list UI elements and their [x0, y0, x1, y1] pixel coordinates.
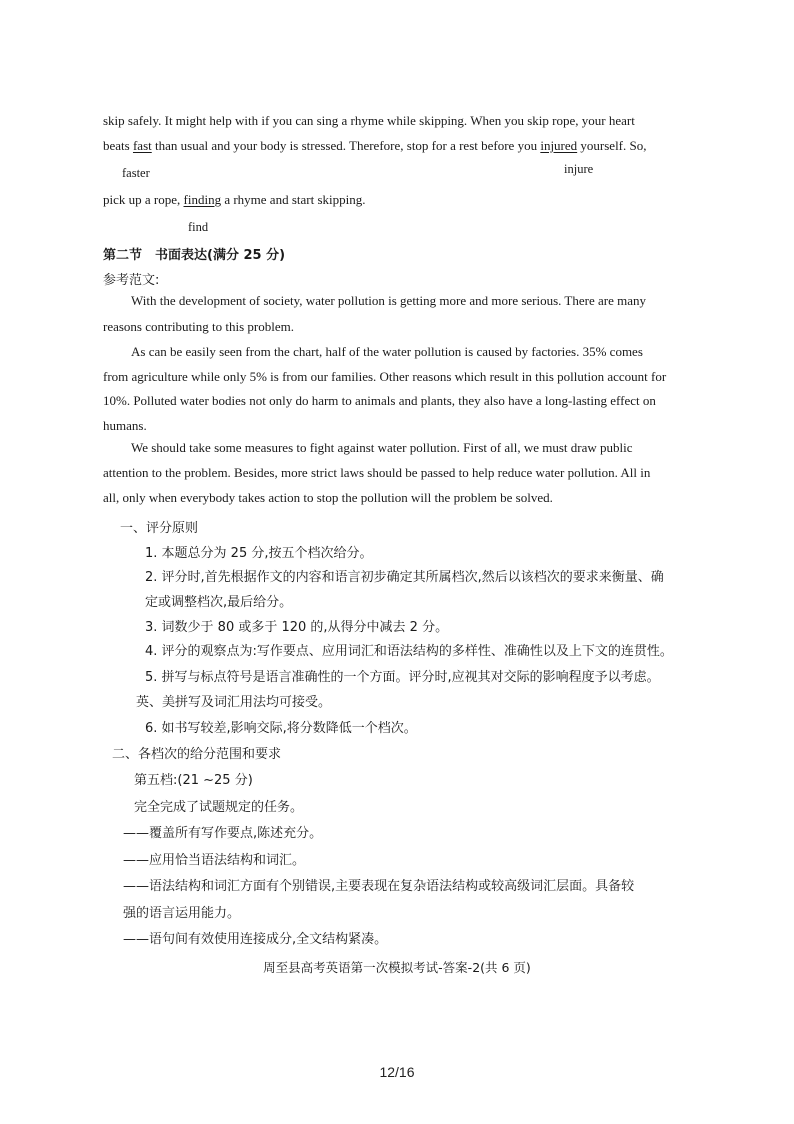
principle-item: 英、美拼写及词汇用法均可接受。 — [136, 695, 332, 710]
section-title: 第二节 书面表达(满分 25 分) — [103, 248, 286, 263]
passage-line-2 — [103, 138, 647, 154]
principle-item: 5. 拼写与标点符号是语言准确性的一个方面。评分时,应视其对交际的影响程度予以考虑。 — [145, 670, 660, 685]
correction-injure: injure — [564, 162, 594, 176]
levels-title: 二、各档次的给分范围和要求 — [112, 747, 282, 762]
level5-title: 第五档:(21 ~25 分) — [134, 773, 253, 788]
text: a rhyme and start skipping. — [221, 192, 366, 207]
principle-item: 1. 本题总分为 25 分,按五个档次给分。 — [145, 546, 373, 561]
text: yourself. So, — [577, 138, 647, 153]
level-line: ——应用恰当语法结构和词汇。 — [123, 853, 306, 868]
sample-label: 参考范文: — [103, 273, 160, 288]
level-line: ——覆盖所有写作要点,陈述充分。 — [123, 826, 323, 841]
text: beats — [103, 138, 133, 153]
principles-title: 一、评分原则 — [120, 521, 199, 536]
essay-line: 10%. Polluted water bodies not only do harm to animals and plants, they also have a long-lasting effect on — [103, 393, 656, 408]
passage-line-3 — [103, 192, 366, 208]
essay-line: attention to the problem. Besides, more strict laws should be passed to help reduce water pollution. All in — [103, 465, 651, 480]
correction-faster: faster — [122, 166, 150, 180]
level-line: ——语法结构和词汇方面有个别错误,主要表现在复杂语法结构或较高级词汇层面。具备较 — [123, 879, 635, 894]
correction-find: find — [188, 220, 209, 234]
level-line: 强的语言运用能力。 — [123, 906, 241, 921]
principle-item: 4. 评分的观察点为:写作要点、应用词汇和语法结构的多样性、准确性以及上下文的连贯性。 — [145, 644, 673, 659]
essay-line: reasons contributing to this problem. — [103, 319, 295, 334]
error-word-injured: injured — [540, 138, 578, 153]
text: than usual and your body is stressed. Therefore, stop for a rest before you — [151, 138, 541, 153]
principle-item: 3. 词数少于 80 或多于 120 的,从得分中减去 2 分。 — [145, 620, 449, 635]
page-indicator: 12/16 — [379, 1064, 415, 1080]
level-line: 完全完成了试题规定的任务。 — [134, 800, 304, 815]
essay-line: With the development of society, water pollution is getting more and more serious. There are many — [131, 293, 646, 308]
essay-line: from agriculture while only 5% is from our families. Other reasons which result in this pollution account for — [103, 369, 667, 384]
error-word-fast: fast — [132, 138, 152, 153]
essay-line: As can be easily seen from the chart, half of the water pollution is caused by factories. 35% comes — [131, 344, 643, 359]
essay-line: humans. — [103, 418, 147, 433]
level-line: ——语句间有效使用连接成分,全文结构紧凑。 — [123, 932, 388, 947]
essay-line: We should take some measures to fight against water pollution. First of all, we must draw public — [131, 440, 633, 455]
error-word-finding: finding — [183, 192, 222, 207]
passage-line-1: skip safely. It might help with if you can sing a rhyme while skipping. When you skip rope, your heart — [103, 113, 635, 128]
text: pick up a rope, — [103, 192, 184, 207]
principle-item: 2. 评分时,首先根据作文的内容和语言初步确定其所属档次,然后以该档次的要求来衡量、确 — [145, 570, 664, 585]
principle-item: 6. 如书写较差,影响交际,将分数降低一个档次。 — [145, 721, 417, 736]
page-footer: 周至县高考英语第一次模拟考试-答案-2(共 6 页) — [263, 960, 531, 975]
principle-item: 定或调整档次,最后给分。 — [145, 595, 293, 610]
essay-line: all, only when everybody takes action to stop the pollution will the problem be solved. — [103, 490, 553, 505]
